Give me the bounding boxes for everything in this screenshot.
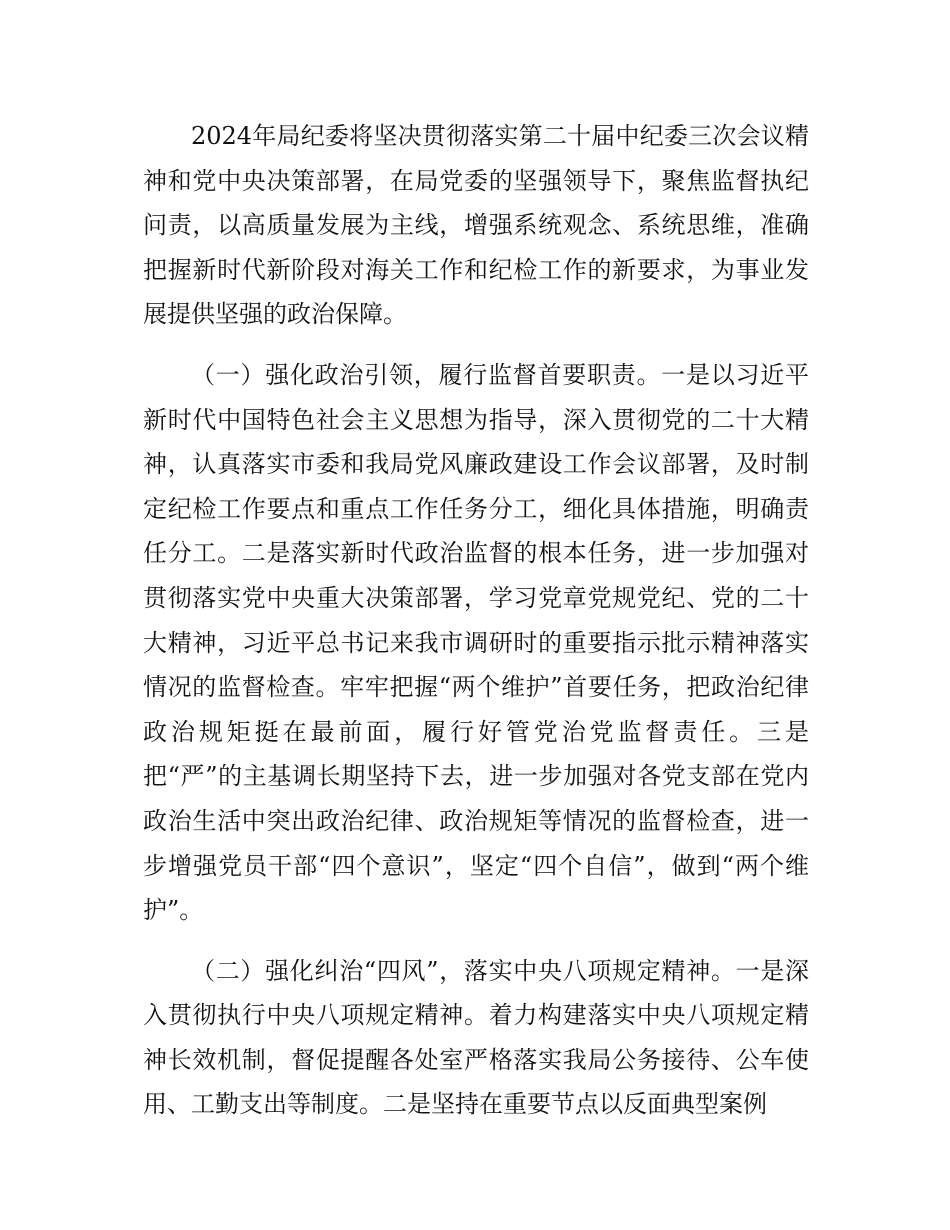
paragraph-section-2: （二）强化纠治“四风”，落实中央八项规定精神。一是深入贯彻执行中央八项规定精神。着力构建落实中央八项规定精神长效机制，督促提醒各处室严格落实我局公务接待、公车使用、工勤支出等制度。二是坚持在重要节点以反面典型案例	[143, 956, 809, 1119]
paragraph-intro: 2024年局纪委将坚决贯彻落实第二十届中纪委三次会议精神和党中央决策部署，在局党委的坚强领导下，聚焦监督执纪问责，以高质量发展为主线，增强系统观念、系统思维，准确把握新时代新阶段对海关工作和纪检工作的新要求，为事业发展提供坚强的政治保障。	[143, 122, 809, 329]
paragraph-section-1: （一）强化政治引领，履行监督首要职责。一是以习近平新时代中国特色社会主义思想为指导，深入贯彻党的二十大精神，认真落实市委和我局党风廉政建设工作会议部署，及时制定纪检工作要点和重点工作任务分工，细化具体措施，明确责任分工。二是落实新时代政治监督的根本任务，进一步加强对贯彻落实党中央重大决策部署，学习党章党规党纪、党的二十大精神，习近平总书记来我市调研时的重要指示批示精神落实情况的监督检查。牢牢把握“两个维护”首要任务，把政治纪律政治规矩挺在最前面，履行好管党治党监督责任。三是把“严”的主基调长期坚持下去，进一步加强对各党支部在党内政治生活中突出政治纪律、政治规矩等情况的监督检查，进一步增强党员干部“四个意识”，坚定“四个自信”，做到“两个维护”。	[143, 360, 809, 925]
document-body	[143, 114, 809, 1127]
